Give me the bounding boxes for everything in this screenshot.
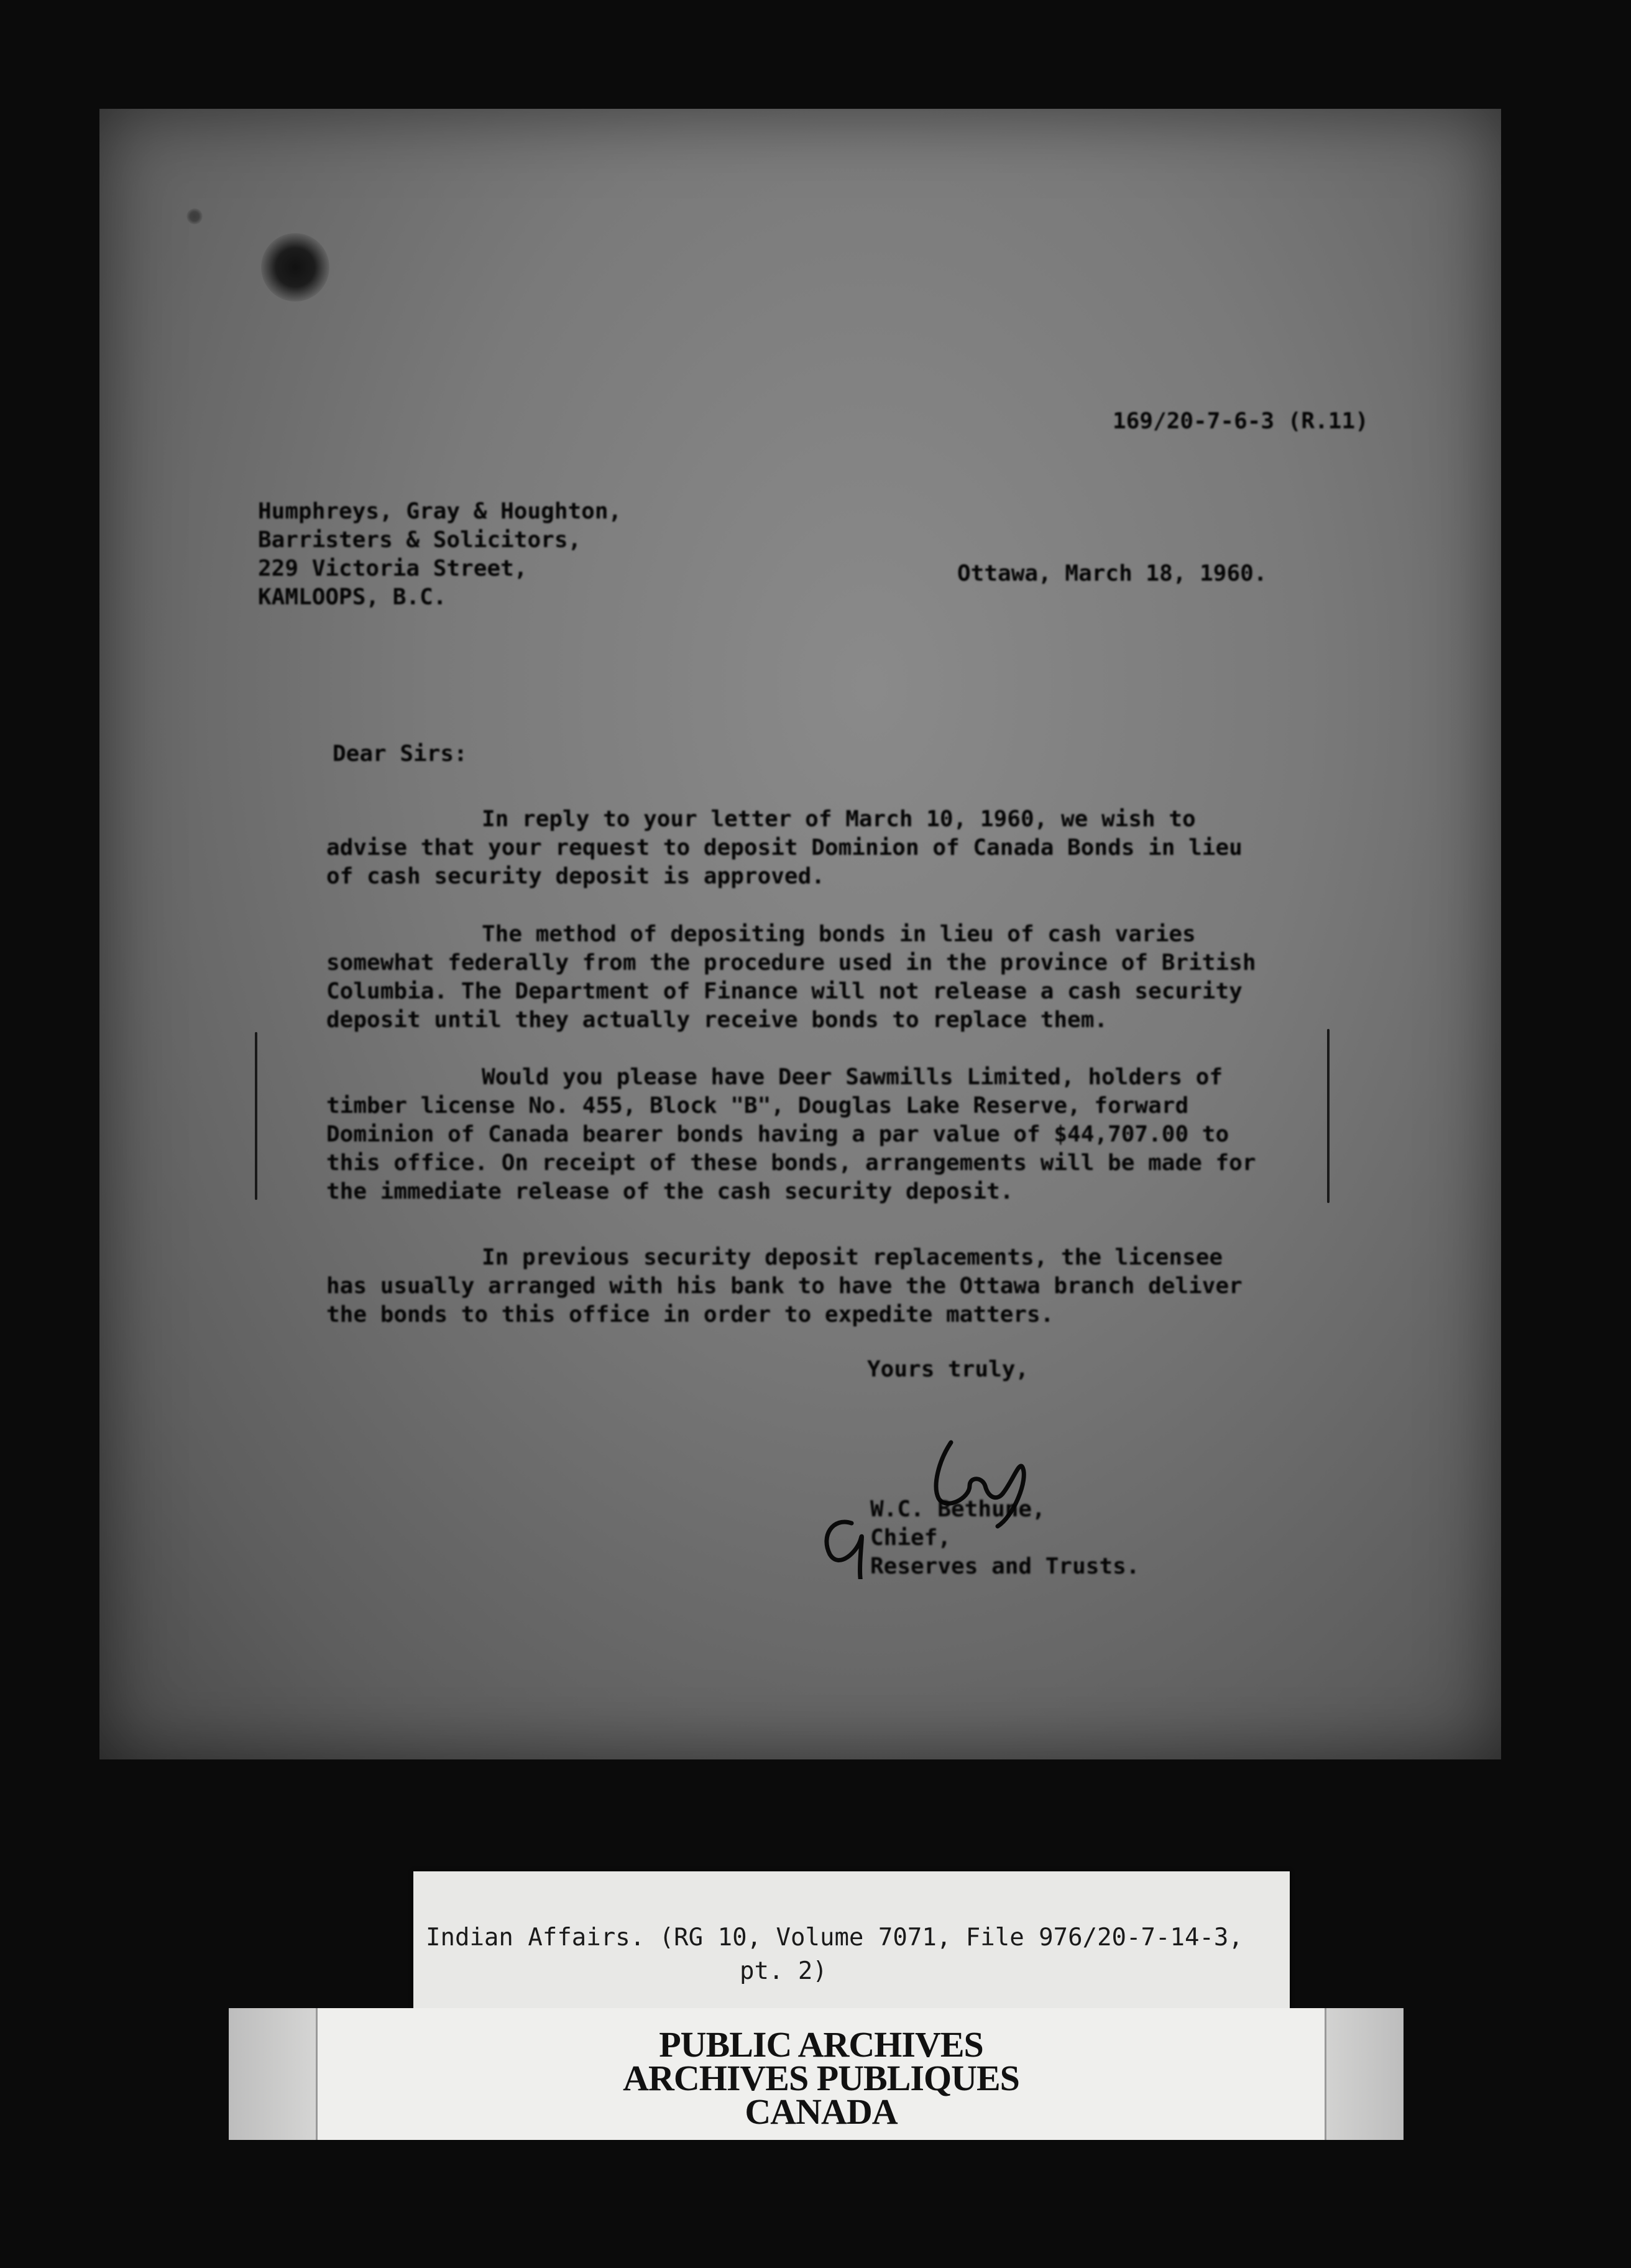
- archive-reference-line1: Indian Affairs. (RG 10, Volume 7071, File 976/20-7-14-3,: [426, 1924, 1243, 1952]
- margin-mark-left: [255, 1032, 257, 1200]
- stamp-line-1: PUBLIC ARCHIVES: [659, 2024, 983, 2065]
- body-paragraph-3: Would you please have Deer Sawmills Limited, holders of timber license No. 455, Block "B", Douglas Lake Reserve, forward Dominion of Canada bearer bonds having a par value of $44,707.00 to this office. On receipt of these bonds, arrangements will be made for the immediate release of the cash security deposit.: [326, 1064, 1270, 1204]
- stamp-inner-panel: [316, 2008, 1326, 2140]
- closing: Yours truly,: [867, 1357, 1029, 1382]
- archive-label-card: [413, 1871, 1290, 2014]
- signer-department: Reserves and Trusts.: [870, 1554, 1140, 1579]
- body-paragraph-2: The method of depositing bonds in lieu of cash varies somewhat federally from the procedure used in the province of British Columbia. The Department of Finance will not release a cash security deposit until they actually receive bonds to replace them.: [326, 921, 1270, 1033]
- stamp-line-2: ARCHIVES PUBLIQUES: [623, 2058, 1019, 2098]
- recipient-line: Humphreys, Gray & Houghton,: [258, 499, 622, 524]
- file-reference: 169/20-7-6-3 (R.11): [1113, 408, 1369, 434]
- margin-mark-right: [1327, 1029, 1330, 1203]
- signer-name: W.C. Bethune,: [870, 1496, 1045, 1522]
- ink-blot: [261, 233, 329, 302]
- signer-title: Chief,: [870, 1525, 952, 1551]
- recipient-line: KAMLOOPS, B.C.: [258, 584, 447, 610]
- recipient-line: Barristers & Solicitors,: [258, 527, 582, 553]
- archives-stamp: [229, 2008, 1404, 2140]
- recipient-line: 229 Victoria Street,: [258, 556, 528, 581]
- archive-reference: [426, 1921, 1243, 1988]
- place-date: Ottawa, March 18, 1960.: [957, 561, 1267, 586]
- salutation: Dear Sirs:: [333, 741, 467, 767]
- body-paragraph-4: In previous security deposit replacements, the licensee has usually arranged with his bank to have the Ottawa branch deliver the bonds to this office in order to expedite matters.: [326, 1245, 1256, 1327]
- body-paragraph-1: In reply to your letter of March 10, 1960, we wish to advise that your request to deposit Dominion of Canada Bonds in lieu of cash security deposit is approved.: [326, 806, 1256, 889]
- archive-reference-line2: pt. 2): [740, 1957, 827, 1985]
- paper-speck: [186, 208, 203, 224]
- stamp-line-3: CANADA: [745, 2091, 898, 2132]
- letter-page: [99, 109, 1501, 1759]
